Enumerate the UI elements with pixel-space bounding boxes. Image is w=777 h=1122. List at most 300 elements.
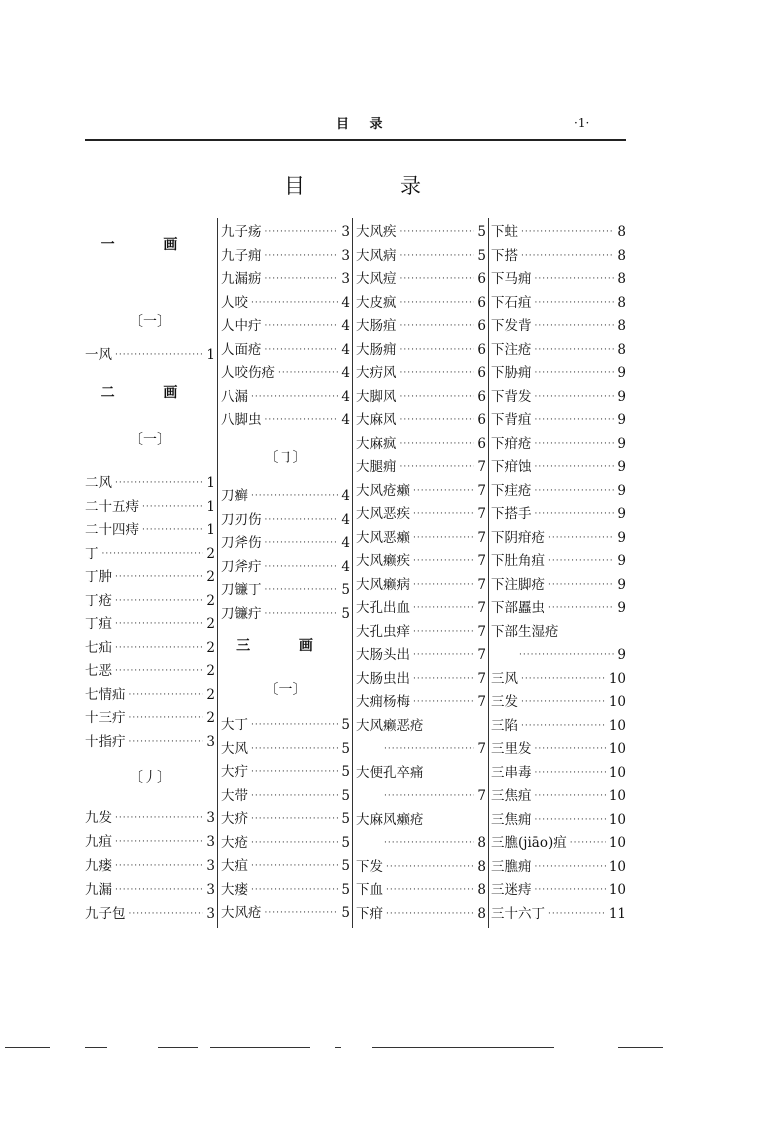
entry-name: 八脚虫 bbox=[221, 412, 262, 428]
entry-page-number: 6 bbox=[477, 412, 486, 428]
toc-entry bbox=[356, 550, 486, 572]
entry-name: 七情疝 bbox=[85, 686, 126, 703]
toc-entry bbox=[491, 903, 626, 925]
entry-page-number: 5 bbox=[341, 834, 350, 851]
entry-name: 三里发 bbox=[491, 741, 532, 757]
entry-name: 大带 bbox=[221, 787, 248, 804]
entry-page-number: 5 bbox=[341, 858, 350, 874]
leader-dots bbox=[115, 613, 203, 635]
toc-entry bbox=[85, 344, 215, 366]
toc-entry bbox=[85, 637, 215, 659]
leader-dots bbox=[413, 550, 474, 572]
leader-dots bbox=[413, 597, 474, 619]
leader-dots bbox=[115, 807, 203, 829]
entry-name: 大疔 bbox=[221, 764, 248, 780]
toc-entry bbox=[221, 832, 350, 854]
entry-name: 下背发 bbox=[491, 388, 532, 405]
entry-page-number: 5 bbox=[477, 224, 486, 240]
entry-page-number: 7 bbox=[477, 600, 486, 616]
page-number: ·1· bbox=[574, 116, 590, 130]
entry-name: 下疳蚀 bbox=[491, 459, 532, 475]
entry-name: 九漏疬 bbox=[221, 271, 262, 287]
toc-entry bbox=[221, 485, 350, 507]
leader-dots bbox=[535, 339, 615, 361]
toc-entry bbox=[85, 543, 215, 565]
leader-dots bbox=[278, 362, 338, 384]
toc-entry bbox=[356, 691, 486, 713]
leader-dots bbox=[251, 738, 338, 760]
leader-dots bbox=[251, 808, 338, 830]
entry-name: 下注脚疮 bbox=[491, 576, 545, 593]
entry-name: 七疝 bbox=[85, 639, 112, 656]
toc-entry bbox=[221, 761, 350, 783]
entry-page-number: 7 bbox=[477, 741, 486, 757]
leader-dots bbox=[400, 409, 475, 431]
radical-group-heading: 〔丿〕 bbox=[129, 770, 171, 786]
entry-page-number: 3 bbox=[206, 882, 215, 898]
leader-dots bbox=[129, 731, 204, 753]
entry-name: 大孔虫痒 bbox=[356, 623, 410, 640]
toc-entry bbox=[221, 603, 350, 625]
entry-page-number: 7 bbox=[477, 694, 486, 710]
toc-entry bbox=[491, 832, 626, 854]
leader-dots bbox=[265, 509, 339, 531]
toc-entry bbox=[221, 738, 350, 760]
leader-dots bbox=[265, 315, 339, 337]
entry-name: 下注疮 bbox=[491, 341, 532, 358]
leader-dots bbox=[521, 668, 606, 690]
entry-page-number: 10 bbox=[608, 741, 626, 757]
toc-entry bbox=[491, 292, 626, 314]
leader-dots bbox=[535, 762, 606, 784]
toc-entry bbox=[356, 409, 486, 431]
entry-name: 大疥 bbox=[221, 811, 248, 827]
entry-name: 十三疔 bbox=[85, 710, 126, 726]
leader-dots bbox=[521, 691, 606, 713]
toc-entry bbox=[356, 785, 486, 807]
entry-page-number: 8 bbox=[617, 247, 626, 264]
leader-dots bbox=[548, 574, 614, 596]
toc-entry bbox=[85, 855, 215, 877]
entry-name: 下石疽 bbox=[491, 294, 532, 311]
toc-entry bbox=[356, 245, 486, 267]
entry-page-number: 5 bbox=[341, 717, 350, 733]
toc-entry bbox=[356, 738, 486, 760]
toc-entry bbox=[221, 714, 350, 736]
entry-name: 三风 bbox=[491, 670, 518, 687]
entry-page-number: 10 bbox=[608, 882, 626, 898]
leader-dots bbox=[413, 691, 474, 713]
toc-entry bbox=[221, 292, 350, 314]
entry-page-number: 4 bbox=[341, 318, 350, 334]
leader-dots bbox=[413, 574, 474, 596]
entry-name: 一风 bbox=[85, 347, 112, 363]
leader-dots bbox=[115, 879, 203, 901]
leader-dots bbox=[265, 339, 339, 361]
scan-artifact-line bbox=[158, 1047, 198, 1048]
leader-dots bbox=[535, 456, 615, 478]
toc-entry bbox=[221, 268, 350, 290]
entry-name: 刀斧疔 bbox=[221, 558, 262, 575]
leader-dots bbox=[400, 245, 475, 267]
entry-name: 大疽 bbox=[221, 858, 248, 874]
entry-name: 大风恶癞 bbox=[356, 529, 410, 546]
toc-entry bbox=[356, 832, 486, 854]
toc-entry bbox=[85, 879, 215, 901]
entry-page-number: 5 bbox=[477, 247, 486, 264]
toc-entry bbox=[491, 574, 626, 596]
toc-entry bbox=[491, 597, 626, 619]
toc-entry bbox=[356, 809, 486, 831]
toc-entry bbox=[221, 532, 350, 554]
entry-name: 大皮疯 bbox=[356, 294, 397, 311]
entry-name: 大肠疽 bbox=[356, 318, 397, 334]
entry-page-number: 6 bbox=[477, 388, 486, 405]
toc-entry bbox=[491, 762, 626, 784]
entry-name: 三陷 bbox=[491, 717, 518, 734]
toc-entry bbox=[356, 339, 486, 361]
toc-entry bbox=[85, 566, 215, 588]
entry-name: 大瘘 bbox=[221, 881, 248, 898]
entry-page-number: 2 bbox=[206, 639, 215, 656]
entry-name: 大便孔卒痛 bbox=[356, 764, 424, 781]
entry-page-number: 5 bbox=[341, 740, 350, 757]
entry-name: 刀癣 bbox=[221, 488, 248, 504]
entry-name: 大风癞恶疮 bbox=[356, 717, 424, 734]
toc-entry bbox=[356, 268, 486, 290]
toc-entry bbox=[221, 902, 350, 924]
entry-page-number: 2 bbox=[206, 710, 215, 726]
toc-entry bbox=[356, 456, 486, 478]
toc-entry bbox=[85, 590, 215, 612]
leader-dots bbox=[548, 597, 614, 619]
entry-name: 丁疽 bbox=[85, 616, 112, 632]
entry-page-number: 10 bbox=[608, 858, 626, 875]
toc-entry bbox=[85, 472, 215, 494]
toc-entry bbox=[221, 245, 350, 267]
entry-name: 大风癞疾 bbox=[356, 553, 410, 569]
leader-dots bbox=[115, 590, 203, 612]
leader-dots bbox=[115, 472, 203, 494]
toc-entry bbox=[491, 691, 626, 713]
toc-entry bbox=[221, 221, 350, 243]
toc-entry bbox=[491, 879, 626, 901]
entry-page-number: 3 bbox=[206, 858, 215, 874]
toc-entry bbox=[491, 480, 626, 502]
toc-entry bbox=[221, 879, 350, 901]
entry-page-number: 2 bbox=[206, 686, 215, 703]
entry-name: 大肠痈 bbox=[356, 341, 397, 358]
entry-name: 下血 bbox=[356, 882, 383, 898]
entry-name: 下马痈 bbox=[491, 271, 532, 287]
leader-dots bbox=[251, 785, 338, 807]
entry-name: 下疰疮 bbox=[491, 482, 532, 499]
stroke-count-heading: 三 画 bbox=[236, 638, 335, 654]
toc-entry bbox=[491, 668, 626, 690]
toc-entry bbox=[356, 480, 486, 502]
leader-dots bbox=[548, 903, 606, 925]
leader-dots bbox=[535, 292, 615, 314]
leader-dots bbox=[400, 221, 475, 243]
entry-page-number: 2 bbox=[206, 545, 215, 562]
leader-dots bbox=[400, 362, 475, 384]
entry-page-number: 2 bbox=[206, 663, 215, 679]
leader-dots bbox=[265, 579, 339, 601]
toc-entry bbox=[356, 315, 486, 337]
leader-dots bbox=[535, 433, 615, 455]
entry-name: 刀镰疔 bbox=[221, 605, 262, 622]
entry-name: 大麻风癞疮 bbox=[356, 811, 424, 828]
entry-page-number: 4 bbox=[341, 535, 350, 551]
entry-name: 大风恶疾 bbox=[356, 506, 410, 522]
entry-page-number: 6 bbox=[477, 271, 486, 287]
entry-name: 下肚角疽 bbox=[491, 553, 545, 569]
toc-entry bbox=[491, 362, 626, 384]
leader-dots bbox=[251, 879, 338, 901]
leader-dots bbox=[413, 621, 474, 643]
entry-page-number: 9 bbox=[617, 459, 626, 475]
entry-page-number: 9 bbox=[617, 412, 626, 428]
entry-page-number: 7 bbox=[477, 482, 486, 499]
leader-dots bbox=[519, 644, 614, 666]
entry-page-number: 9 bbox=[617, 388, 626, 405]
leader-dots bbox=[413, 503, 474, 525]
leader-dots bbox=[521, 715, 606, 737]
leader-dots bbox=[115, 855, 203, 877]
entry-page-number: 6 bbox=[477, 365, 486, 381]
toc-entry bbox=[491, 550, 626, 572]
toc-entry bbox=[491, 856, 626, 878]
scan-artifact-line bbox=[210, 1047, 310, 1048]
entry-name: 大丁 bbox=[221, 717, 248, 733]
leader-dots bbox=[265, 268, 339, 290]
entry-name: 三迷痔 bbox=[491, 882, 532, 898]
entry-page-number: 4 bbox=[341, 558, 350, 575]
entry-page-number: 6 bbox=[477, 294, 486, 311]
entry-page-number: 7 bbox=[477, 506, 486, 522]
entry-page-number: 6 bbox=[477, 341, 486, 358]
entry-page-number: 8 bbox=[477, 858, 486, 875]
entry-page-number: 7 bbox=[477, 576, 486, 593]
radical-group-heading: 〔一〕 bbox=[129, 314, 171, 330]
toc-entry bbox=[221, 315, 350, 337]
leader-dots bbox=[548, 527, 614, 549]
radical-group-heading: 〔一〕 bbox=[129, 432, 171, 448]
entry-name: 三膲痈 bbox=[491, 858, 532, 875]
entry-page-number: 3 bbox=[206, 906, 215, 922]
entry-page-number: 11 bbox=[608, 905, 626, 922]
leader-dots bbox=[548, 550, 614, 572]
entry-page-number: 9 bbox=[617, 553, 626, 569]
entry-page-number: 9 bbox=[617, 435, 626, 452]
scan-artifact-line bbox=[335, 1047, 341, 1048]
leader-dots bbox=[265, 603, 339, 625]
entry-name: 九漏 bbox=[85, 882, 112, 898]
entry-name: 大风疮 bbox=[221, 905, 262, 921]
entry-name: 大腿痈 bbox=[356, 459, 397, 475]
toc-entry bbox=[85, 731, 215, 753]
leader-dots bbox=[535, 809, 606, 831]
entry-name: 三焦痈 bbox=[491, 811, 532, 828]
leader-dots bbox=[535, 856, 606, 878]
entry-name: 大风痘 bbox=[356, 271, 397, 287]
leader-dots bbox=[535, 409, 615, 431]
toc-entry bbox=[85, 831, 215, 853]
entry-name: 大肠虫出 bbox=[356, 670, 410, 687]
entry-page-number: 7 bbox=[477, 647, 486, 663]
leader-dots bbox=[129, 684, 204, 706]
leader-dots bbox=[265, 409, 339, 431]
toc-entry bbox=[85, 660, 215, 682]
toc-entry bbox=[491, 409, 626, 431]
scan-artifact-line bbox=[618, 1047, 663, 1048]
entry-name: 九子疡 bbox=[221, 224, 262, 240]
toc-entry bbox=[356, 292, 486, 314]
toc-entry bbox=[491, 386, 626, 408]
leader-dots bbox=[400, 433, 475, 455]
leader-dots bbox=[265, 532, 339, 554]
entry-page-number: 3 bbox=[206, 834, 215, 850]
entry-page-number: 1 bbox=[206, 522, 215, 538]
leader-dots bbox=[115, 344, 203, 366]
scan-artifact-line bbox=[5, 1047, 50, 1048]
entry-page-number: 4 bbox=[341, 341, 350, 358]
leader-dots bbox=[384, 738, 474, 760]
entry-page-number: 7 bbox=[477, 553, 486, 569]
entry-page-number: 5 bbox=[341, 764, 350, 780]
entry-page-number: 9 bbox=[617, 506, 626, 522]
entry-name: 九子痈 bbox=[221, 247, 262, 264]
leader-dots bbox=[400, 339, 475, 361]
entry-name: 刀斧伤 bbox=[221, 535, 262, 551]
leader-dots bbox=[413, 527, 474, 549]
running-title: 目 录 bbox=[336, 117, 391, 132]
entry-page-number: 3 bbox=[341, 247, 350, 264]
entry-name: 人面疮 bbox=[221, 341, 262, 358]
entry-page-number: 3 bbox=[341, 271, 350, 287]
leader-dots bbox=[386, 903, 474, 925]
entry-page-number: 10 bbox=[608, 764, 626, 781]
entry-page-number: 9 bbox=[617, 647, 626, 663]
entry-name: 大风疾 bbox=[356, 224, 397, 240]
toc-entry bbox=[356, 879, 486, 901]
leader-dots bbox=[400, 268, 475, 290]
leader-dots bbox=[251, 855, 338, 877]
entry-name: 丁疮 bbox=[85, 592, 112, 609]
entry-page-number: 8 bbox=[617, 318, 626, 334]
entry-name: 刀刃伤 bbox=[221, 511, 262, 528]
toc-entry bbox=[221, 808, 350, 830]
entry-name: 丁肿 bbox=[85, 569, 112, 585]
entry-page-number: 4 bbox=[341, 365, 350, 381]
entry-name: 下发背 bbox=[491, 318, 532, 334]
entry-page-number: 10 bbox=[608, 811, 626, 828]
entry-name: 九发 bbox=[85, 810, 112, 826]
leader-dots bbox=[413, 644, 474, 666]
stroke-count-heading: 二 画 bbox=[100, 385, 200, 401]
entry-name: 下阴疳疮 bbox=[491, 529, 545, 546]
leader-dots bbox=[535, 386, 615, 408]
leader-dots bbox=[570, 832, 606, 854]
leader-dots bbox=[413, 480, 474, 502]
toc-entry bbox=[491, 738, 626, 760]
entry-page-number: 7 bbox=[477, 623, 486, 640]
leader-dots bbox=[384, 785, 474, 807]
entry-name: 九疽 bbox=[85, 834, 112, 850]
entry-page-number: 4 bbox=[341, 388, 350, 405]
entry-page-number: 9 bbox=[617, 482, 626, 499]
entry-page-number: 2 bbox=[206, 592, 215, 609]
toc-entry bbox=[221, 409, 350, 431]
toc-entry bbox=[85, 496, 215, 518]
entry-name: 大脚风 bbox=[356, 388, 397, 405]
entry-page-number: 7 bbox=[477, 670, 486, 687]
toc-entry bbox=[491, 221, 626, 243]
entry-name: 大痈杨梅 bbox=[356, 694, 410, 710]
toc-entry bbox=[85, 707, 215, 729]
entry-name: 大孔出血 bbox=[356, 600, 410, 616]
entry-page-number: 4 bbox=[341, 511, 350, 528]
entry-page-number: 3 bbox=[206, 734, 215, 750]
toc-entry bbox=[491, 809, 626, 831]
leader-dots bbox=[115, 566, 203, 588]
leader-dots bbox=[251, 386, 338, 408]
entry-name: 丁 bbox=[85, 545, 99, 562]
entry-name: 人中疔 bbox=[221, 318, 262, 334]
entry-name: 二风 bbox=[85, 475, 112, 491]
column-divider bbox=[217, 218, 218, 928]
entry-name: 大风病 bbox=[356, 247, 397, 264]
entry-page-number: 7 bbox=[477, 788, 486, 804]
leader-dots bbox=[265, 221, 339, 243]
entry-name: 下胁痈 bbox=[491, 365, 532, 381]
entry-name: 大疠风 bbox=[356, 365, 397, 381]
radical-group-heading: 〔一〕 bbox=[264, 682, 307, 698]
entry-name: 七恶 bbox=[85, 663, 112, 679]
leader-dots bbox=[535, 785, 606, 807]
toc-entry bbox=[356, 621, 486, 643]
entry-page-number: 5 bbox=[341, 905, 350, 921]
toc-entry bbox=[356, 221, 486, 243]
entry-page-number: 9 bbox=[617, 576, 626, 593]
entry-page-number: 1 bbox=[206, 498, 215, 515]
toc-entry bbox=[221, 556, 350, 578]
toc-entry bbox=[356, 715, 486, 737]
toc-entry bbox=[491, 503, 626, 525]
toc-entry bbox=[491, 245, 626, 267]
toc-entry bbox=[356, 433, 486, 455]
leader-dots bbox=[251, 292, 338, 314]
entry-name: 大麻疯 bbox=[356, 435, 397, 452]
leader-dots bbox=[142, 519, 203, 541]
entry-name: 人咬伤疮 bbox=[221, 365, 275, 381]
entry-name: 三膲(jiāo)疽 bbox=[491, 835, 567, 851]
entry-page-number: 6 bbox=[477, 318, 486, 334]
entry-page-number: 4 bbox=[341, 488, 350, 504]
column-divider bbox=[488, 218, 489, 928]
leader-dots bbox=[265, 245, 339, 267]
entry-page-number: 10 bbox=[608, 835, 626, 851]
leader-dots bbox=[400, 315, 475, 337]
entry-name: 二十五痔 bbox=[85, 498, 139, 515]
entry-page-number: 8 bbox=[617, 294, 626, 311]
leader-dots bbox=[386, 856, 474, 878]
leader-dots bbox=[265, 902, 339, 924]
entry-page-number: 8 bbox=[617, 224, 626, 240]
entry-page-number: 10 bbox=[608, 694, 626, 710]
entry-page-number: 2 bbox=[206, 569, 215, 585]
entry-name: 三焦疽 bbox=[491, 788, 532, 804]
